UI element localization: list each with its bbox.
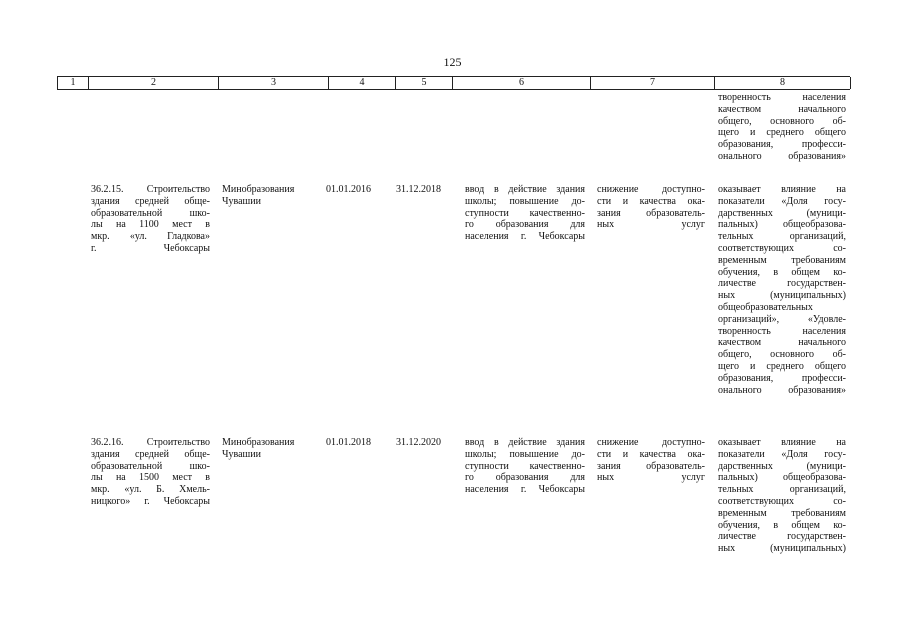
row2-end-date: 31.12.2020 bbox=[396, 437, 441, 448]
row1-expected-result bbox=[465, 184, 585, 243]
header-col-4: 4 bbox=[329, 77, 396, 89]
text-line: Чувашии bbox=[222, 448, 261, 460]
text-line: ницкого» г. Чебоксары bbox=[91, 495, 210, 507]
text-line: тельных организаций, bbox=[718, 231, 846, 243]
text-line: Чувашии bbox=[222, 195, 261, 207]
text-line: временным требованиям bbox=[718, 254, 846, 266]
page-number: 125 bbox=[443, 55, 462, 69]
header-col-1: 1 bbox=[58, 77, 89, 89]
text-line: зания образователь- bbox=[597, 460, 705, 472]
text-line: ных услуг bbox=[597, 219, 705, 231]
row1-end-date: 31.12.2018 bbox=[396, 184, 441, 195]
text-line: дарственных (муници- bbox=[718, 460, 846, 472]
text-line: образовательной шко- bbox=[91, 207, 210, 219]
row2-start-date: 01.01.2018 bbox=[326, 437, 371, 448]
text-line: Минобразования bbox=[222, 184, 295, 195]
text-line: качеством начального bbox=[718, 103, 846, 115]
text-line: здания средней обще- bbox=[91, 448, 210, 460]
text-line: го образования для bbox=[465, 472, 585, 484]
text-line: мкр. «ул. Б. Хмель- bbox=[91, 484, 210, 496]
text-line: общего, основного об- bbox=[718, 349, 846, 361]
text-line: онального образования» bbox=[718, 384, 846, 396]
text-line: оказывает влияние на bbox=[718, 437, 846, 448]
text-line: пальных) общеобразова- bbox=[718, 219, 846, 231]
row1-indicators bbox=[718, 184, 846, 396]
text-line: тельных организаций, bbox=[718, 484, 846, 496]
header-col-8: 8 bbox=[715, 77, 851, 89]
row2-indicators bbox=[718, 437, 846, 555]
row1-event-name bbox=[91, 184, 210, 255]
text-line: общеобразовательных bbox=[718, 301, 813, 313]
text-line: сти и качества ока- bbox=[597, 195, 705, 207]
text-line: 36.2.15. Строительство bbox=[91, 184, 210, 195]
header-col-5: 5 bbox=[396, 77, 453, 89]
text-line: ступности качественно- bbox=[465, 460, 585, 472]
text-line: обучения, в общем ко- bbox=[718, 519, 846, 531]
text-line: образования, професси- bbox=[718, 139, 846, 151]
row2-consequences bbox=[597, 437, 705, 484]
continuation-col8 bbox=[718, 92, 846, 163]
text-line: ввод в действие здания bbox=[465, 437, 585, 448]
text-line: ных (муниципальных) bbox=[718, 543, 846, 555]
text-line: здания средней обще- bbox=[91, 195, 210, 207]
text-line: показатели «Доля госу- bbox=[718, 195, 846, 207]
text-line: личестве государствен- bbox=[718, 278, 846, 290]
text-line: ступности качественно- bbox=[465, 207, 585, 219]
text-line: образовательной шко- bbox=[91, 460, 210, 472]
header-col-7: 7 bbox=[591, 77, 715, 89]
text-line: ввод в действие здания bbox=[465, 184, 585, 195]
row1-start-date: 01.01.2016 bbox=[326, 184, 371, 195]
header-col-3: 3 bbox=[219, 77, 329, 89]
text-line: населения г. Чебоксары bbox=[465, 484, 585, 496]
text-line: ных услуг bbox=[597, 472, 705, 484]
text-line: школы; повышение до- bbox=[465, 195, 585, 207]
text-line: показатели «Доля госу- bbox=[718, 448, 846, 460]
text-line: обучения, в общем ко- bbox=[718, 266, 846, 278]
text-line: Минобразования bbox=[222, 437, 295, 448]
text-line: го образования для bbox=[465, 219, 585, 231]
text-line: временным требованиям bbox=[718, 507, 846, 519]
text-line: пальных) общеобразова- bbox=[718, 472, 846, 484]
text-line: г. Чебоксары bbox=[91, 242, 210, 254]
text-line: школы; повышение до- bbox=[465, 448, 585, 460]
text-line: образования, професси- bbox=[718, 372, 846, 384]
text-line: 36.2.16. Строительство bbox=[91, 437, 210, 448]
text-line: оказывает влияние на bbox=[718, 184, 846, 195]
text-line: личестве государствен- bbox=[718, 531, 846, 543]
text-line: дарственных (муници- bbox=[718, 207, 846, 219]
text-line: онального образования» bbox=[718, 150, 846, 162]
header-col-6: 6 bbox=[453, 77, 591, 89]
text-line: щего и среднего общего bbox=[718, 127, 846, 139]
table-header-row bbox=[57, 76, 850, 90]
text-line: сти и качества ока- bbox=[597, 448, 705, 460]
row2-expected-result bbox=[465, 437, 585, 496]
text-line: лы на 1500 мест в bbox=[91, 472, 210, 484]
text-line: творенность населения bbox=[718, 325, 846, 337]
text-line: снижение доступно- bbox=[597, 184, 705, 195]
text-line: соответствующих со- bbox=[718, 495, 846, 507]
text-line: щего и среднего общего bbox=[718, 360, 846, 372]
text-line: зания образователь- bbox=[597, 207, 705, 219]
text-line: ных (муниципальных) bbox=[718, 290, 846, 302]
text-line: общего, основного об- bbox=[718, 115, 846, 127]
row2-event-name bbox=[91, 437, 210, 508]
text-line: организаций», «Удовле- bbox=[718, 313, 846, 325]
text-line: снижение доступно- bbox=[597, 437, 705, 448]
row2-executor bbox=[222, 437, 322, 461]
row1-executor bbox=[222, 184, 322, 208]
text-line: лы на 1100 мест в bbox=[91, 219, 210, 231]
text-line: мкр. «ул. Гладкова» bbox=[91, 231, 210, 243]
text-line: качеством начального bbox=[718, 337, 846, 349]
text-line: творенность населения bbox=[718, 92, 846, 103]
row1-consequences bbox=[597, 184, 705, 231]
text-line: населения г. Чебоксары bbox=[465, 231, 585, 243]
header-col-2: 2 bbox=[89, 77, 219, 89]
text-line: соответствующих со- bbox=[718, 242, 846, 254]
